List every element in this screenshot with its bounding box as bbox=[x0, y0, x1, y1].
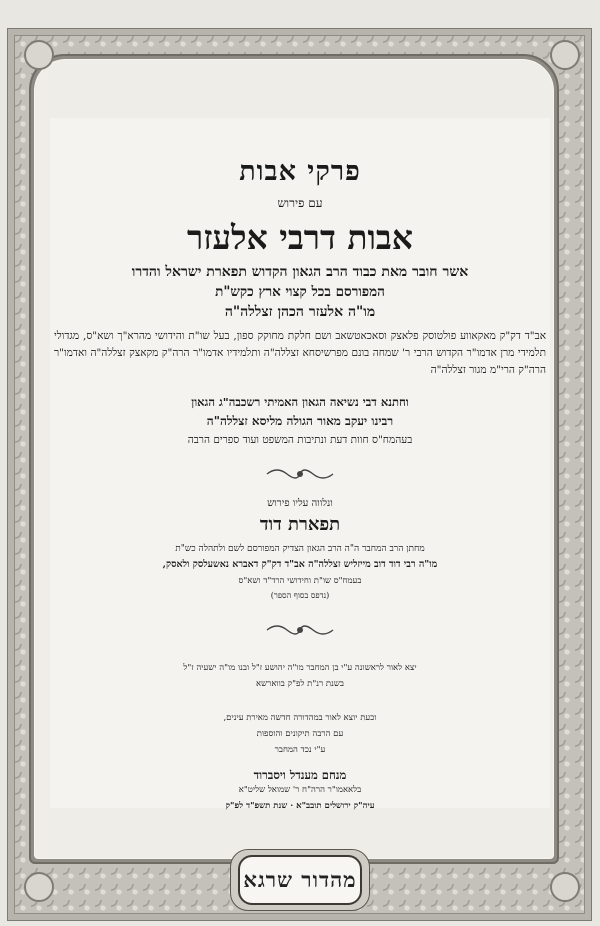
editor-father-line: בלאאמו"ר הרה"ח ר' שמואל שליט"א bbox=[238, 785, 362, 795]
printed-at-end-note: (נדפס בסוף הספר) bbox=[270, 591, 330, 600]
corner-rosette-icon bbox=[24, 40, 54, 70]
title-page-content bbox=[50, 118, 550, 811]
publication-line-3: וכעת יוצא לאור במהדורה חדשה מאירת עינים, bbox=[223, 713, 377, 723]
publisher-seal bbox=[238, 855, 362, 905]
second-author-line-3: בעמח"ס שו"ת וחידושי הרד"ד ושא"ס bbox=[238, 576, 362, 586]
ornament-divider-icon bbox=[265, 620, 335, 640]
book-title: פרקי אבות bbox=[239, 156, 361, 187]
author-line-1: אשר חובר מאת כבוד הרב הגאון הקדוש תפארת ישראל והדרו bbox=[131, 264, 469, 280]
with-commentary-label: עם פירוש bbox=[277, 196, 323, 210]
commentary-title: אבות דרבי אלעזר bbox=[187, 218, 413, 257]
editor-name: מנחם מענדל ויסברוד bbox=[253, 768, 347, 782]
author-biography: אב"ד דק"ק מאקאווע פולטוסק פלאצק וסאכאטשאב ושם חלקת מחוקק ספון, בעל שו"ת והידושי מהרא"ך ושא"ס, מגדולי תלמידי מרן אדמו"ר הקדוש הרבי ר' שמחה בונם מפרשיסחא זצללה"ה ותלמידיו אדמו"ר הרה"ק מקאצק זצללה"ה ואדמו"ר הרה"ק הרי"מ מגור זצללה"ה bbox=[54, 330, 546, 376]
corner-rosette-icon bbox=[24, 872, 54, 902]
publication-line-4: עם הרבה תיקונים והוספות bbox=[256, 729, 344, 739]
place-and-year: עיה"ק ירושלים תובב"א · שנת תשפ"ד לפ"ק bbox=[225, 801, 375, 811]
publication-line-5: ע"י נכד המחבר bbox=[274, 745, 326, 755]
publication-line-2: בשנת רנ"ת לפ"ק בווארשא bbox=[256, 679, 344, 689]
second-author-line-1: מחתן הרב המחבר ה"ה הרב הגאון הצדיק המפורסם לשם ולתהלה כש"ת bbox=[175, 544, 425, 554]
rabbi-line: רבינו יעקב מאור הגולה מליסא זצללה"ה bbox=[206, 414, 394, 428]
lineage-line: וחתנא דבי נשיאה הגאון האמיתי רשכבה"ג הגאון bbox=[191, 395, 409, 409]
author-name: מו"ה אלעזר הכהן זצללה"ה bbox=[224, 304, 376, 320]
corner-rosette-icon bbox=[550, 872, 580, 902]
second-commentary-title: תפארת דוד bbox=[259, 514, 341, 535]
ornament-divider-icon bbox=[265, 464, 335, 484]
accompanied-label: ונלווה עליו פירוש bbox=[267, 498, 333, 509]
works-line: בעהמח"ס חוות דעת ונתיבות המשפט ועוד ספרים הרבה bbox=[187, 434, 413, 446]
publication-line-1: יצא לאור לראשונה ע"י בן המחבר מו"ה יהושע ז"ל ובנו מו"ה ישעיה ז"ל bbox=[183, 663, 417, 673]
publisher-seal-text: מהדור שרגא bbox=[243, 867, 357, 892]
second-author-line-2: מו"ה רבי דוד דוב מייזליש זצללה"ה אב"ד דק"ק דאברא נאשעלסק ולאסק, bbox=[162, 559, 438, 570]
corner-rosette-icon bbox=[550, 40, 580, 70]
author-line-2: המפורסם בכל קצוי ארץ כקש"ת bbox=[215, 284, 385, 300]
